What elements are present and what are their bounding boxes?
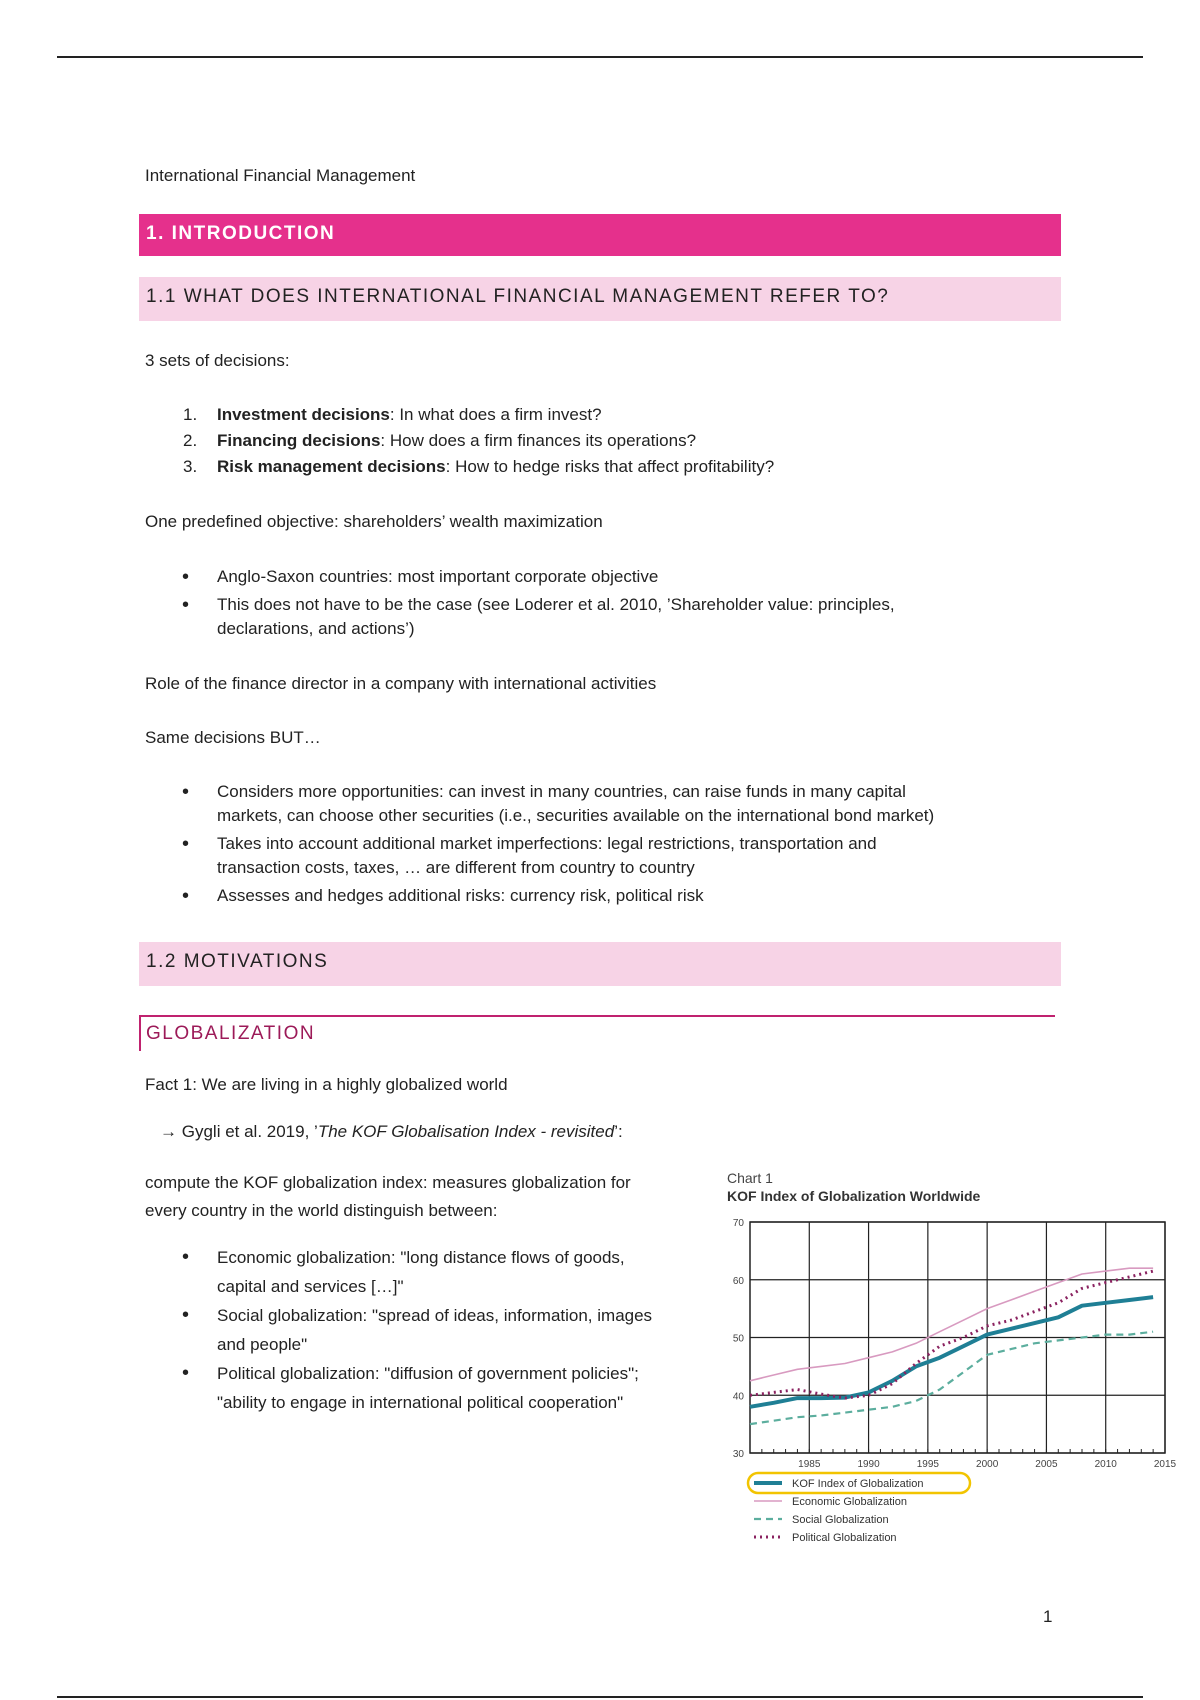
section-1-heading: 1. INTRODUCTION [139,214,1061,256]
decisions-intro: 3 sets of decisions: [145,351,290,370]
legend-label: Political Globalization [792,1532,897,1544]
plot-area [733,1218,1177,1470]
role-line: Role of the finance director in a company with international activities [145,674,657,693]
reference-line: → Gygli et al. 2019, ’The KOF Globalisation Index - revisited’: [160,1122,623,1141]
top-rule [57,56,1143,58]
y-tick-label: 50 [732,1333,744,1345]
legend-label: Social Globalization [792,1514,889,1526]
x-tick-label: 1995 [916,1459,939,1470]
globalization-bullets [145,1243,705,1417]
section-1-1-heading: 1.1 WHAT DOES INTERNATIONAL FINANCIAL MANAGEMENT REFER TO? [139,277,1061,321]
list-item: • This does not have to be the case (see Loderer et al. 2010, ’Shareholder value: principles, declarations, and actions’) [182,594,895,638]
kof-description: compute the KOF globalization index: measures globalization for every country in the world distinguish between: [145,1173,631,1220]
list-item: • Economic globalization: "long distance flows of goods, capital and services […]" [182,1246,625,1296]
legend-label: Economic Globalization [792,1496,907,1508]
page-number: 1 [1043,1607,1053,1626]
list-item: • Political globalization: "diffusion of government policies"; "ability to engage in international political cooperation" [182,1362,639,1412]
decisions-list [145,402,774,480]
y-tick-label: 40 [732,1391,744,1403]
list-item: 2. Financing decisions: How does a firm finances its operations? [183,431,697,450]
role-bullets [145,780,934,908]
globalization-subheading: GLOBALIZATION [139,1015,1055,1051]
list-item: 3. Risk management decisions: How to hedge risks that affect profitability? [183,457,775,476]
series-line-4 [750,1271,1153,1398]
series-line-3 [750,1332,1153,1424]
x-tick-label: 2015 [1153,1459,1177,1470]
list-item: • Takes into account additional market imperfections: legal restrictions, transportation and transaction costs, taxes, … are different from country to country [182,833,877,877]
y-tick-label: 60 [732,1275,744,1287]
list-item: • Assesses and hedges additional risks: currency risk, political risk [182,885,704,907]
x-tick-label: 1985 [798,1459,821,1470]
x-tick-label: 2000 [976,1459,999,1470]
kof-chart-svg [722,1165,1182,1565]
bottom-rule [57,1696,1143,1698]
document-title: International Financial Management [145,166,416,185]
list-item: • Anglo-Saxon countries: most important corporate objective [182,566,659,588]
list-item: 1. Investment decisions: In what does a firm invest? [183,405,602,424]
y-tick-label: 30 [732,1449,744,1460]
section-1-2-heading: 1.2 MOTIVATIONS [139,942,1061,986]
list-item: • Considers more opportunities: can invest in many countries, can raise funds in many capital markets, can choose other securities (i.e., securities available on the international bond market) [182,781,935,825]
kof-chart [722,1165,1182,1565]
legend-label: KOF Index of Globalization [792,1478,924,1490]
x-tick-label: 2010 [1094,1459,1117,1470]
fact-line: Fact 1: We are living in a highly globalized world [145,1075,508,1094]
list-item: • Social globalization: "spread of ideas, information, images and people" [182,1304,653,1354]
x-tick-label: 2005 [1035,1459,1058,1470]
arrow-icon: → [160,1122,177,1141]
y-tick-label: 70 [732,1218,744,1229]
chart-title: KOF Index of Globalization Worldwide [727,1188,981,1204]
objective-line: One predefined objective: shareholders’ wealth maximization [145,512,603,531]
chart-legend [748,1473,970,1544]
chart-label: Chart 1 [727,1170,773,1186]
x-tick-label: 1990 [857,1459,880,1470]
same-decisions-line: Same decisions BUT… [145,728,321,747]
objective-bullets [145,565,895,641]
series-line-1 [750,1297,1153,1407]
